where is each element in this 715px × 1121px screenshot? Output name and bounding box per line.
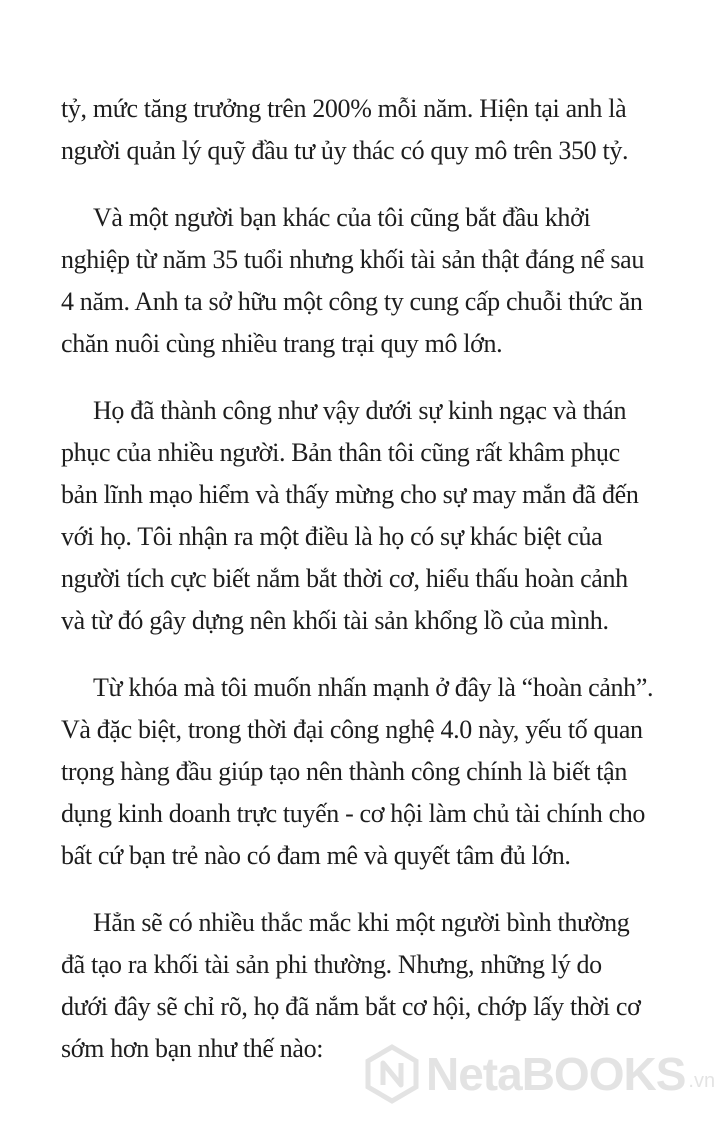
text-line: bất cứ bạn trẻ nào có đam mê và quyết tâm đủ lớn. — [61, 841, 571, 870]
text-line: Họ đã thành công như vậy dưới sự kinh ngạc và thán — [93, 396, 627, 425]
text-line: 4 năm. Anh ta sở hữu một công ty cung cấp chuỗi thức ăn — [61, 287, 643, 316]
text-line: với họ. Tôi nhận ra một điều là họ có sự khác biệt của — [61, 522, 603, 551]
text-line: đã tạo ra khối tài sản phi thường. Nhưng, những lý do — [61, 950, 602, 979]
text-line: Và đặc biệt, trong thời đại công nghệ 4.0 này, yếu tố quan — [61, 715, 643, 744]
text-line: và từ đó gây dựng nên khối tài sản khổng lồ của mình. — [61, 606, 609, 635]
watermark-suffix: .vn — [688, 1069, 715, 1092]
paragraph-4 — [61, 667, 689, 877]
text-line: chăn nuôi cùng nhiều trang trại quy mô lớn. — [61, 329, 503, 358]
netabooks-watermark — [362, 1044, 715, 1104]
text-line: người tích cực biết nắm bắt thời cơ, hiểu thấu hoàn cảnh — [61, 564, 628, 593]
text-line: Từ khóa mà tôi muốn nhấn mạnh ở đây là “hoàn cảnh”. — [93, 673, 654, 702]
paragraph-1 — [61, 88, 689, 172]
paragraph-3 — [61, 390, 689, 642]
text-line: sớm hơn bạn như thế nào: — [61, 1034, 324, 1063]
text-line: bản lĩnh mạo hiểm và thấy mừng cho sự may mắn đã đến — [61, 480, 639, 509]
paragraph-2 — [61, 197, 689, 365]
watermark-brand: NetaBOOKS — [426, 1048, 686, 1100]
text-line: phục của nhiều người. Bản thân tôi cũng rất khâm phục — [61, 438, 620, 467]
netabooks-logo-icon — [362, 1044, 422, 1104]
book-page-text — [61, 88, 689, 1095]
text-line: Hẳn sẽ có nhiều thắc mắc khi một người bình thường — [93, 908, 630, 937]
text-line: nghiệp từ năm 35 tuổi nhưng khối tài sản thật đáng nể sau — [61, 245, 645, 274]
text-line: dưới đây sẽ chỉ rõ, họ đã nắm bắt cơ hội, chớp lấy thời cơ — [61, 992, 641, 1021]
text-line: người quản lý quỹ đầu tư ủy thác có quy mô trên 350 tỷ. — [61, 136, 629, 165]
text-line: tỷ, mức tăng trưởng trên 200% mỗi năm. Hiện tại anh là — [61, 94, 627, 123]
text-line: trọng hàng đầu giúp tạo nên thành công chính là biết tận — [61, 757, 627, 786]
text-line: dụng kinh doanh trực tuyến - cơ hội làm chủ tài chính cho — [61, 799, 646, 828]
text-line: Và một người bạn khác của tôi cũng bắt đầu khởi — [93, 203, 591, 232]
